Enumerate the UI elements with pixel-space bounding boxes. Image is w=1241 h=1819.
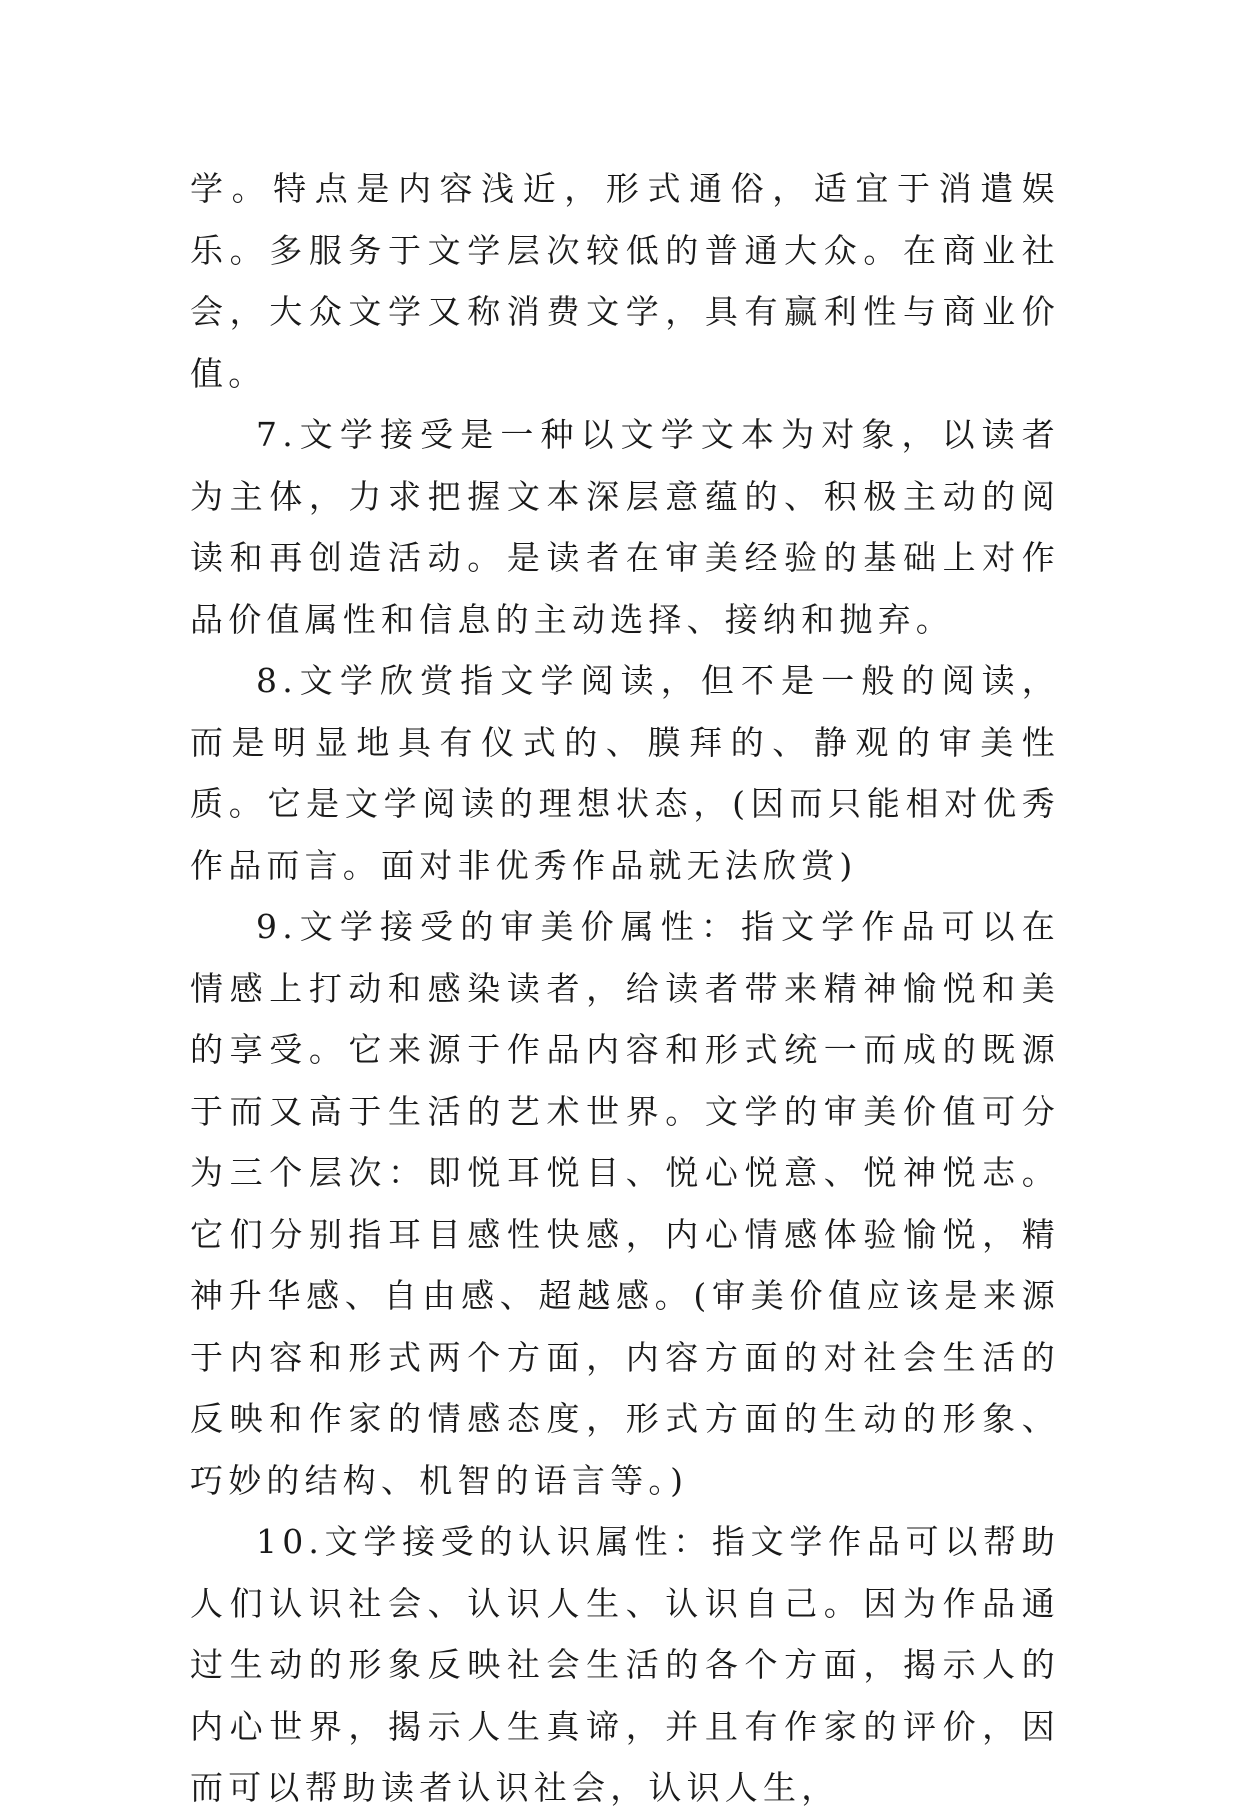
- document-body: [190, 158, 1060, 1819]
- paragraph-item-10: 10.文学接受的认识属性：指文学作品可以帮助人们认识社会、认识人生、认识自己。因为作品通过生动的形象反映社会生活的各个方面，揭示人的内心世界，揭示人生真谛，并且有作家的评价，因而可以帮助读者认识社会，认识人生，: [190, 1522, 1060, 1807]
- paragraph-item-9: 9.文学接受的审美价属性：指文学作品可以在情感上打动和感染读者，给读者带来精神愉悦和美的享受。它来源于作品内容和形式统一而成的既源于而又高于生活的艺术世界。文学的审美价值可分为三个层次：即悦耳悦目、悦心悦意、悦神悦志。它们分别指耳目感性快感，内心情感体验愉悦，精神升华感、自由感、超越感。(审美价值应该是来源于内容和形式两个方面，内容方面的对社会生活的反映和作家的情感态度，形式方面的生动的形象、巧妙的结构、机智的语言等。): [190, 907, 1060, 1500]
- paragraph-item-7: 7.文学接受是一种以文学文本为对象，以读者为主体，力求把握文本深层意蕴的、积极主动的阅读和再创造活动。是读者在审美经验的基础上对作品价值属性和信息的主动选择、接纳和抛弃。: [190, 415, 1060, 639]
- paragraph-item-8: 8.文学欣赏指文学阅读，但不是一般的阅读，而是明显地具有仪式的、膜拜的、静观的审美性质。它是文学阅读的理想状态，(因而只能相对优秀作品而言。面对非优秀作品就无法欣赏): [190, 661, 1060, 885]
- paragraph-continuation: 学。特点是内容浅近，形式通俗，适宜于消遣娱乐。多服务于文学层次较低的普通大众。在商业社会，大众文学又称消费文学，具有赢利性与商业价值。: [190, 169, 1060, 393]
